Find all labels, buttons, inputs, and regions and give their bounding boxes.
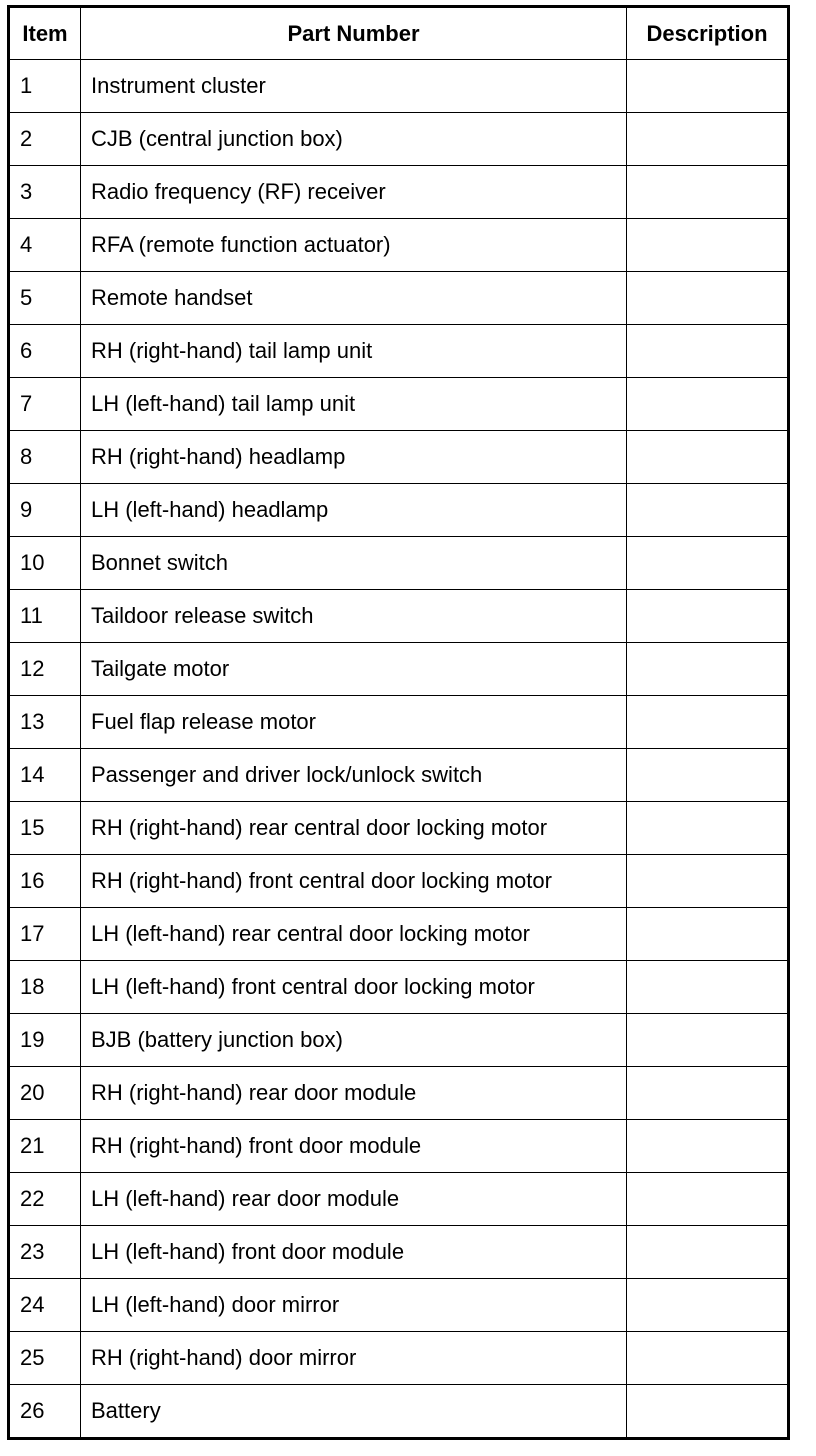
table-row	[9, 696, 789, 749]
table-row	[9, 537, 789, 590]
item-number-cell: 22	[9, 1173, 81, 1226]
part-name-cell: RH (right-hand) tail lamp unit	[81, 325, 627, 378]
item-number-cell: 12	[9, 643, 81, 696]
header-description: Description	[627, 7, 789, 60]
description-cell	[627, 590, 789, 643]
description-cell	[627, 1226, 789, 1279]
description-cell	[627, 60, 789, 113]
part-name-cell: LH (left-hand) headlamp	[81, 484, 627, 537]
part-name-cell: LH (left-hand) front door module	[81, 1226, 627, 1279]
table-row	[9, 1014, 789, 1067]
table-row	[9, 1385, 789, 1439]
part-name-cell: RH (right-hand) front central door locking motor	[81, 855, 627, 908]
item-number-cell: 5	[9, 272, 81, 325]
item-number-cell: 10	[9, 537, 81, 590]
description-cell	[627, 855, 789, 908]
parts-table	[7, 5, 790, 1440]
item-number-cell: 17	[9, 908, 81, 961]
description-cell	[627, 1173, 789, 1226]
table-row	[9, 166, 789, 219]
description-cell	[627, 219, 789, 272]
description-cell	[627, 802, 789, 855]
item-number-cell: 15	[9, 802, 81, 855]
part-name-cell: RH (right-hand) rear central door locking motor	[81, 802, 627, 855]
table-row	[9, 749, 789, 802]
part-name-cell: LH (left-hand) door mirror	[81, 1279, 627, 1332]
table-row	[9, 60, 789, 113]
table-row	[9, 272, 789, 325]
item-number-cell: 18	[9, 961, 81, 1014]
description-cell	[627, 484, 789, 537]
table-row	[9, 378, 789, 431]
part-name-cell: BJB (battery junction box)	[81, 1014, 627, 1067]
part-name-cell: LH (left-hand) rear door module	[81, 1173, 627, 1226]
table-row	[9, 1226, 789, 1279]
item-number-cell: 8	[9, 431, 81, 484]
item-number-cell: 11	[9, 590, 81, 643]
table-body	[9, 60, 789, 1439]
table-row	[9, 484, 789, 537]
description-cell	[627, 749, 789, 802]
item-number-cell: 19	[9, 1014, 81, 1067]
description-cell	[627, 696, 789, 749]
table-row	[9, 219, 789, 272]
description-cell	[627, 908, 789, 961]
item-number-cell: 6	[9, 325, 81, 378]
part-name-cell: Taildoor release switch	[81, 590, 627, 643]
item-number-cell: 3	[9, 166, 81, 219]
part-name-cell: RH (right-hand) front door module	[81, 1120, 627, 1173]
table-row	[9, 1173, 789, 1226]
part-name-cell: RH (right-hand) rear door module	[81, 1067, 627, 1120]
description-cell	[627, 325, 789, 378]
description-cell	[627, 1279, 789, 1332]
part-name-cell: Bonnet switch	[81, 537, 627, 590]
item-number-cell: 2	[9, 113, 81, 166]
table-row	[9, 643, 789, 696]
description-cell	[627, 272, 789, 325]
part-name-cell: LH (left-hand) rear central door locking motor	[81, 908, 627, 961]
table-row	[9, 431, 789, 484]
header-row	[9, 7, 789, 60]
description-cell	[627, 1014, 789, 1067]
description-cell	[627, 378, 789, 431]
item-number-cell: 16	[9, 855, 81, 908]
description-cell	[627, 113, 789, 166]
table-row	[9, 325, 789, 378]
table-row	[9, 855, 789, 908]
table-row	[9, 590, 789, 643]
part-name-cell: RH (right-hand) headlamp	[81, 431, 627, 484]
table-row	[9, 908, 789, 961]
part-name-cell: Fuel flap release motor	[81, 696, 627, 749]
table-row	[9, 1067, 789, 1120]
header-part-number: Part Number	[81, 7, 627, 60]
item-number-cell: 26	[9, 1385, 81, 1439]
item-number-cell: 1	[9, 60, 81, 113]
header-item: Item	[9, 7, 81, 60]
table-header	[9, 7, 789, 60]
table-row	[9, 1332, 789, 1385]
item-number-cell: 9	[9, 484, 81, 537]
item-number-cell: 25	[9, 1332, 81, 1385]
table-row	[9, 802, 789, 855]
part-name-cell: RFA (remote function actuator)	[81, 219, 627, 272]
item-number-cell: 20	[9, 1067, 81, 1120]
table-row	[9, 961, 789, 1014]
description-cell	[627, 643, 789, 696]
part-name-cell: Battery	[81, 1385, 627, 1439]
table-row	[9, 1120, 789, 1173]
item-number-cell: 13	[9, 696, 81, 749]
description-cell	[627, 431, 789, 484]
part-name-cell: Remote handset	[81, 272, 627, 325]
part-name-cell: Passenger and driver lock/unlock switch	[81, 749, 627, 802]
part-name-cell: Radio frequency (RF) receiver	[81, 166, 627, 219]
table-row	[9, 1279, 789, 1332]
description-cell	[627, 537, 789, 590]
item-number-cell: 24	[9, 1279, 81, 1332]
table-row	[9, 113, 789, 166]
part-name-cell: LH (left-hand) tail lamp unit	[81, 378, 627, 431]
item-number-cell: 7	[9, 378, 81, 431]
description-cell	[627, 1067, 789, 1120]
description-cell	[627, 166, 789, 219]
description-cell	[627, 1120, 789, 1173]
description-cell	[627, 961, 789, 1014]
part-name-cell: Instrument cluster	[81, 60, 627, 113]
item-number-cell: 14	[9, 749, 81, 802]
part-name-cell: Tailgate motor	[81, 643, 627, 696]
item-number-cell: 23	[9, 1226, 81, 1279]
item-number-cell: 4	[9, 219, 81, 272]
description-cell	[627, 1332, 789, 1385]
part-name-cell: CJB (central junction box)	[81, 113, 627, 166]
description-cell	[627, 1385, 789, 1439]
part-name-cell: LH (left-hand) front central door locking motor	[81, 961, 627, 1014]
item-number-cell: 21	[9, 1120, 81, 1173]
part-name-cell: RH (right-hand) door mirror	[81, 1332, 627, 1385]
